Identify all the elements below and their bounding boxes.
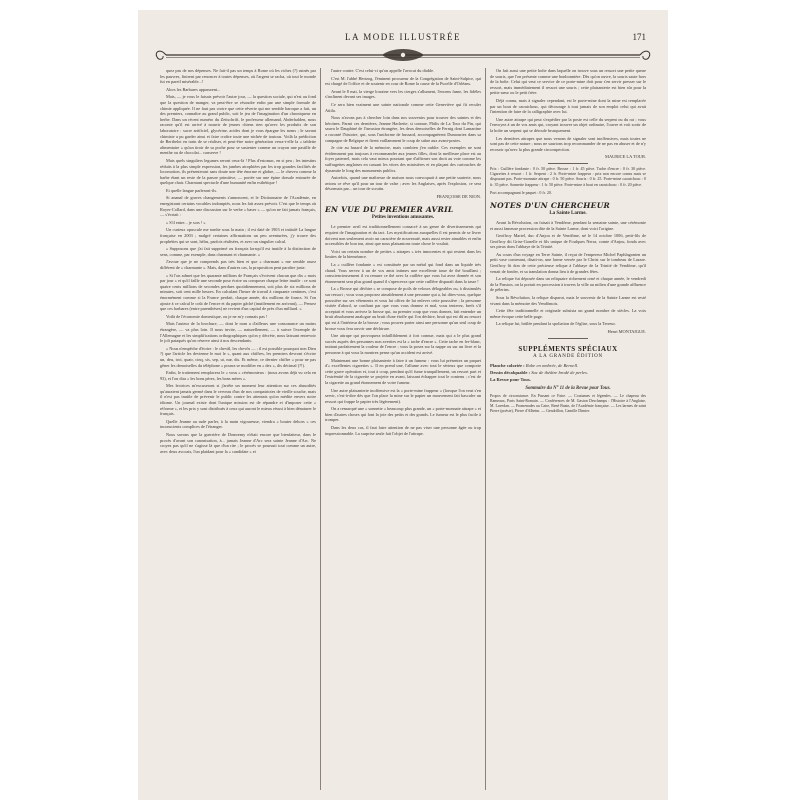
section-heading: NOTES D'UN CHERCHEUR [490,200,611,210]
paragraph: « Si l'on admet que les quarante millions de Français s'écrivent chacun que dix « mots par jour » et qu'il faille une seconde pour écrire ou composer chaque lettre inutile : ce sont quatre cents millions de secondes perdues quotidiennement, soit plus de six millions de minutes, soit cent mille heures. En calculant l'heure de travail à cinquante centimes, c'est énormément comme si la France perdait, chaque année, dix millions de francs. Si l'on ajoute à ce calcul le coût de l'encre et du papier gâché (inutilement en arrivant), — Pensez que ces barbares (entre parenthèses) ne revient d'un capital de près d'un milliard. » [160,272,316,312]
paragraph: Mes lectrices m'excuseront si j'arrête un moment leur attention sur ces absurdités qu'auraient jamais germé dans le cerveau d'un de nos compatriotes de vieille souche, mais il n'est pas inutile de prévenir le public contre les attentats qu'on médite envers notre idiome. Un journal existe dont l'unique mission est de répandre et d'imposer cette « réforme », et les prix y sont distribués à ceux qui auront le mieux réussi à bien dénaturer le français. [160,383,316,417]
section-subheading: La Sainte Larme. [549,210,587,216]
divider [548,163,588,164]
paragraph: Ce sera bien vraiment une sainte nationale comme cette Geneviève qui fit reculer Attila. [325,101,481,113]
supplement-label: Dessin décalquable : [490,369,531,375]
paragraph: La « Brosse qui déchire » se compose de poils de velours délogeables ou, à dissimulés sur ressort ; vous vous proposez aimablement à une personne qui a, lui dites-vous, quelque poussière sur ses vêtements et vous lui offrez de lui enlever cette poussière ; la personne visitée d'abord, se confiant par que vous vous donnez et mal, vous tenterez, brefs s'il acceptait et vous arrivez la brosse qui, au premier coup que vous donnez, fait entendre un bruit absolument analogue au bruit d'une étoffe qui l'on déchire, bruit qui est dû au ressort qui est à l'intérieur de la brosse ; vous pouvez parier ainsi une personne qu'un seul coup de brosse vous fera ouvrir une déchirure. [325,286,481,331]
paragraph: Et quelle langue parleront-ils. [166,187,218,193]
paragraph: Sous la Révolution, la relique disparut, mais le souvenir de la Sainte Larme est resté vivant dans la mémoire des Vendômois. [490,295,646,306]
paragraph: Avant le 8 mai, la vierge lorraine vers les cierges s'allument, l'encens fume, les fidèles s'inclinent devant ses images. [325,88,481,100]
supplement-label: Planche coloriée : [490,362,525,368]
paragraph: Je cite au hasard de la mémoire, mais combien j'en oublie. Ces exemples ne sont évidemment pas toujours à recommander aux jeunes filles, dont la meilleure place est au foyer paternel, mais cela vaut mieux pourtant que d'affirmer son droit au vote comme les suffragettes anglaises en cassant les vitres des ministères et en plaçant des cartouches de dynamite le long des monuments publics. [325,145,481,173]
supplement-text: Robe en ombrée, de Bernell. [525,362,579,368]
paragraph: Enfin, le traitement remplacera le « vous » cérémonieux : (nous avons déjà vu cela en 93), et l'on dira « les bons pères, les bons mères ». [160,370,316,381]
paragraph: Les dernières attrapes que nous venons de signaler sont inoffensives, mais toutes ne sont pas de cette nature ; nous ne saurions trop recommander de ne pas en abuser et de n'y recourir qu'avec la plus grande circonspection. [490,135,646,152]
sommaire-contents: Propos de circonstance. En Passant ce Faire. — Coutumes et légendes. — Le chapeau des Rameaux, Paris Saint-Romain. — Conférences de M. Gaston Deschamps : l'Histoire à l'Anglaise, M. Lavedan. — Promenades au Caire, René Bazin, de l'Académie française. — Les larmes de saint Pierre (poésie), Pierre d'Alheim. — Gendrillon, Camille Dimier. [490,393,646,413]
paragraph: Nous n'avons pas à chercher loin dans nos souvenirs pour trouver des saintes et des héroïnes. Parmi ces dernières, Jeanne Hachette, si connue, Philis de La Tour du Pin, qui sauva le Dauphiné de l'invasion étrangère, les deux demoiselles de Fernig dont Lamartine a raconté l'histoire, qui, sous l'uniforme de hussard, accompagnèrent Dumouriez dans sa campagne de Belgique et firent vaillamment le coup de sabre aux avant-postes. [325,115,481,143]
header-ornament [152,46,654,64]
magazine-title: LA MODE ILLUSTRÉE [345,32,461,42]
supplement-item [490,370,646,376]
price-list: Prix : Cuillère fondante : 0 fr. 50 pièce. Brosse : 1 fr. 45 pièce. Tache d'encre : 0 fr. 30 pièce. Cigarettes à ressort : 1 fr. Serpent : 2 fr. Porte-mine frappeur : prix non encore connu mais se disposant pas. Porte-monnaie attrape : 0 fr. 50 pièce. Souris : 0 fr. 25. Porte-mine caoutchouc : 0 fr. 35 pièce. Sonnette frappeur : 1 fr. 50 pièce. Porte-mine à bout en caoutchouc : 0 fr. 20 pièce. [490,165,646,187]
paragraph: quez pas de nos dépenses. Ne fait-il pas un temps à Rome où les riches (?) ruinés par les pauvres, finirent par renoncer à toutes dépenses, où l'argent se racha, où tout le monde fut en pareil misérable...! [160,68,316,85]
column-2 [325,68,481,790]
paragraph: Mais quels singuliers legumes seront ceux-là ! Plus d'estomac, en si peu ; les intestins réduits à la plus simple expression, les jambes atrophiées par les trop grandes facilités de locomotion, ils présenteront sans doute une tête énorme et glabre, — le cheveu comme la barbe étant un reste de la parure primitive, — portée sur une épine dorsale entourée de quelque chair. Charmant spectacle d'une humanité enfin esthétique ! [160,157,316,186]
paragraph: Une autre plaisanterie inoffensive est la « porte-mine frappeur » (lorsque l'on veut s'en servir, c'est-à-dire dès que l'on place la mine sur le papier un mouvement fait basculer un ressort qui frappe le papier très légèrement). [325,387,481,404]
paragraph: Le premier avril est traditionnellement consacré à un genre de divertissements qui requiert de l'imagination et du tact. Les mystifications auxquelles il est permis de se livrer doivent non seulement avoir un caractère de nouveauté, mais aussi rester aimables et enfin accessibles de bon ton, ainsi que nous plaisantons toute chose le voulait. [325,224,481,247]
paragraph: Mais l'auteur de la brochure, — dont le nom a d'ailleurs une consonance un moins étrangère, — va plus loin. Il nous invite, — naturellement, — à suivre l'exemple de l'Allemagne et les simplifications orthographiques qu'on y décrète, nous laissant entrevoir le joli pataquès qu'on réserve ainsi à nos descendants. [160,321,316,344]
paragraph: La relique fut déposée dans un reliquaire richement orné et chaque année, le vendredi de la Passion, on la portait en procession à travers la ville au milieu d'une grande affluence de pèlerins. [490,276,646,293]
paragraph: Un curieux opuscule me tombe sous la main ; il est daté de 1903 et intitulé La langue française en 2003 ; malgré certaines affirmations un peu aventurées, j'y trouve des prophéties qui se sont, hélas, parfois réalisées, et avec un singulier calcul. [160,227,316,244]
running-header [138,32,668,44]
signature: MAURICE LA TOUR. [605,154,646,160]
supplements-heading: SUPPLÉMENTS SPÉCIAUX [518,344,618,353]
paragraph: La relique fut, brûlée pendant la spoliation de l'église, sous la Terreur. [496,321,616,327]
paragraph: Quelle Jeanne au rude parler, à la main vigoureuse, viendra « bouter dehors » ces inconscients complices de l'étranger. [160,418,316,430]
shipping-note: Port accompagnant le paquet : 0 fr. 20. [490,189,552,195]
paragraph: La « cuillère fondante » est constituée par un métal qui fond dans un liquide très chaud. Vous servez à un de vos amis intimes une excellente tasse de thé bouillant ; consciencieusement il va remuer ce thé avec la cuillère que vous lui avez donnée et son étonnement sera plus grand quand il s'apercevra que cette cuillère disparaît dans la tasse ! [325,262,481,284]
paragraph: Déjà connu, mais à signaler cependant, est le porte-mine dont la mine est remplacée par un bout de caoutchouc, qui décourage à tout jamais de son emploi celui qui avait l'intention de faire de la calligraphie avec lui. [490,97,646,115]
supplements-subheading: A LA GRANDE ÉDITION [533,353,603,359]
supplement-item [490,377,646,383]
signature: FRANÇOISE DE NION. [436,193,481,199]
paragraph: Maintenant une bonne plaisanterie à faire à un fumeur : vous lui présentez un paquet d'« excellentes cigarettes ». Il en prend une, l'allume avec tout le sérieux que comporte cette grave opération et, tout à coup, pendant qu'il fume tranquillement, un ressort part et l'extrémité de la cigarette se projette en avant, laissant échapper tout le contenu ; c'est de la cigarette au grand étonnement de votre fumeur. [325,357,481,385]
paragraph: Voilà de l'économie domestique, ou je ne m'y connais pas ! [166,313,268,319]
section-heading: EN VUE DU PREMIER AVRIL [325,205,454,215]
paragraph: Si ananal de graves changements s'annoncent, et le Dictionnaire de l'Académie, en enregistrant certains vocables indomptés, nous les fait assez prévoir. C'est que le temps où Royer-Collard, dans une discussion sur le verbe « baser » — qu'on ne fait jamais français, — s'écriait : [160,195,316,218]
divider [548,338,588,339]
paragraph: « S'il entre... je sors ! » [166,219,206,225]
paragraph: J'avoue que je ne comprends pas très bien et que « charmant » me semble assez différent de « charmante ». Mais, dans d'autres cas, la proposition peut paraître juste. [160,259,316,270]
paragraph: Voici un certain nombre de petites « attrapes » très innocentes et qui restent dans les limites de la bienséance. [325,248,481,260]
paragraph: Avant la Révolution, on faisait à Vendôme, pendant la semaine sainte, une cérémonie et aussi fameuse procession dite de la Sainte Larme, dont voici l'origine. [490,219,646,231]
supplement-item [490,363,646,369]
paragraph: C'est M. l'abbé Hertzog, l'éminent procureur de la Congrégation de Saint-Sulpice, qui est chargé de l'office et de soutenir en cour de Rome la cause de la Pucelle d'Orléans. [325,75,481,87]
paragraph: « Supposons que j'ai fait supprimé ou français lorsqu'il est inutile à la distinction de sens, comme, par exemple, dans charmant et charmante. » [160,246,316,257]
paragraph: On fait aussi une petite boîte dans laquelle on trouve sous un ressort une petite queue de souris, que l'on présente comme une bonbonnière. Dès qu'on ouvre, la souris saute hors de la boîte. Celui qui veut ce service de ce porte-mine doit pour s'en servir presser sur le ressort, mais immédiatement il ressort une souris ; cette plaisanterie est bien sûr pour la petite sœur ou le petit frère. [490,68,646,96]
paragraph: Alors les Barbares apparurent... [166,86,221,92]
supplement-text: Sac de théâtre brodé de perles. [531,369,589,375]
paragraph: Une attrape qui provoquera infailliblement à fort connue, mais qui a le plus grand succès auprès des personnes non averties est la « tache d'encre ». Cette tache en fer-blanc, imitant parfaitement la couleur de l'encre ; vous la posez sur la nappe ou sur un livre et la personne à qui vous la montrez pense qu'un accident est arrivé. [325,333,481,355]
paragraph: Une autre attrape qui peut s'expédier par la poste est celle du serpent ou du rat ; vous l'envoyez à un de vos amis qui, croyant trouver un objet ordinaire, l'ouvre et voit sortir de la boîte un serpent qui se déroule brusquement. [490,116,646,133]
paragraph: Geoffroy Martel, duc d'Anjou et de Vendôme, né le 14 octobre 1006, petit-fils de Geoffroy dit Grise-Gonelle et fils unique de Foulques Nerra, comte d'Anjou, fonda avec ses pieux dons l'abbaye de la Trinité. [490,233,646,250]
sommaire-heading: Sommaire du N° 11 de la Revue pour Tous. [525,385,611,391]
signature: Henri MONTAIGUE. [607,329,646,335]
paragraph: Autrefois, quand une maîtresse de maison nous convoquait à une petite sauterie, nous avions ce rêve qu'il pour un tour de valse ; avec les Anglaises, après l'explosion, ce sera désormais par... un tour de scrutin. [325,175,481,192]
column-3 [490,68,646,790]
column-rule [320,68,321,790]
column-rule [485,68,486,790]
paragraph: Dans les deux cas, il faut faire attention de ne pas viser une personne âgée ou trop impressionnable. La surprise seule fait l'objet de l'attrape. [325,425,481,436]
paragraph: Cette fête traditionnelle et originale subsista un grand nombre de siècles. La voix même évoque cette belle page. [490,308,646,319]
magazine-page [138,10,668,800]
paragraph: Au cours d'un voyage en Terre Sainte, il reçut de l'empereur Michel Paphlagonien un petit vase contenant, disait-on, une larme versée par le Christ sur le tombeau de Lazare. Geoffroy fit don de cette précieuse relique à l'abbaye de la Trinité de Vendôme, qu'il venait de fonder, et sa translation donna lieu à de grandes fêtes. [490,251,646,274]
paragraph: Mais, — je vous le faisais prévoir l'autre jour, — la question sociale, qui n'est au fond que la question de manger, va peut-être se résoudre enfin par une simple formule de chimie appliquée. Il ne faut pas croire que cette rêverie qui me semble baroque a fait, un des premiers, connaître au grand public, soit le jeu de l'imagination d'un chroniqueur en herbe. Dans un récent numéro du Zeitschrift, le professeur allemand, Abderhalden, nous raconte qu'il est arrivé à nourrir de jeunes chiens rien qu'avec les produits de son laboratoire : sucre artificiel, glycérine, acides dont je vous épargne les noms ; le savant chimiste a pu garder ainsi et faire croître toute une nichée de toutous. Voilà la prédiction de Berthelot en train de se réaliser, et peut-être notre génération verra-t-elle la « tablette alimentaire » qu'un tiroir de sa poche pour se sustenter comme un crayon une pastille de menthe ou de chocolat... conserve ! [160,94,316,156]
paragraph: Nous savons que la guerrière de Domremy n'était encore que bienfaiteur, dans le procès d'avant son canonisation, à... jamais Jeanne d'Arc sera sainte Jeanne d'Arc. Ne croyez pas qu'il ne s'agisse là que d'un rite ; le procès se poursuit tout comme un autre, avec deux avocats, l'un plaidant pour la « candidate » et [160,432,316,454]
column-1 [160,68,316,790]
paragraph: l'autre contre. C'est celui-ci qu'on appelle l'avocat du diable. [331,68,435,73]
page-number: 171 [632,32,646,42]
paragraph: « Nous n'empêche d'écrire : le chevâl, les chevôs — ; il est possible pourquoi non Dieu ?) que l'article les devienne le mot le », quant aux chiffres, les premiers devront s'écrire un, deu, troi, quatr, cinq, sis, sep, ut, nœ, dis. Et même, ce dernier chiffre « pour ne pas gêner les demoiselles du téléphone » pourra se modifier en « dex », dis décimal (?!). [160,345,316,368]
section-subheading: Petites inventions amusantes. [371,215,435,221]
supplement-label: La Revue pour Tous. [490,376,531,382]
paragraph: On a remarqué une « sonnette » beaucoup plus grande, un « porte-monnaie attrape » et bien d'autres choses qui font la joie des petits et des grands. Le fumeur est le plus facile à tromper. [325,406,481,423]
